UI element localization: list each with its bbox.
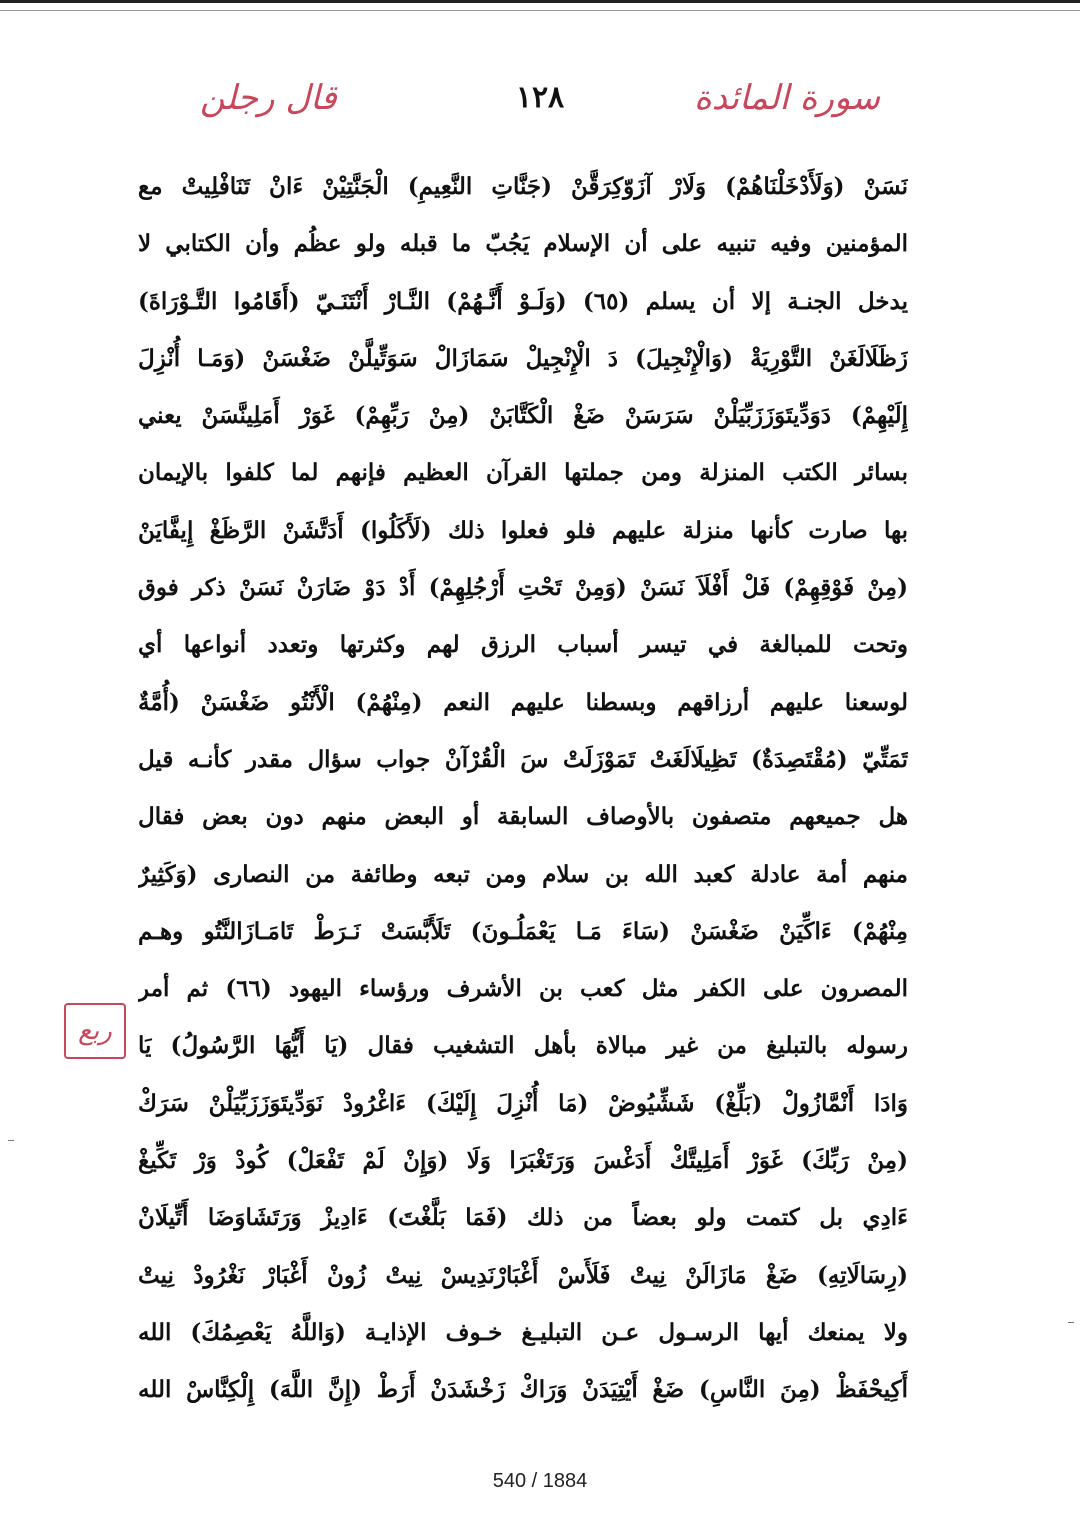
text-line: وَادَا أَنْمَّازُولْ (بَلِّغْ) شَشِّيُوضْ (مَا أُنْزِلَ إِلَيْكَ) ءَاغْرُودْ نَوَدِّيتَوَزَزَبِّيَلْنْ سَرَكْ xyxy=(138,1089,908,1117)
page-counter: 540 / 1884 xyxy=(492,1470,588,1492)
scan-edge-mark xyxy=(1068,1322,1074,1323)
text-line: وتحت للمبالغة في تيسر أسباب الرزق لهم وكثرتها وتعدد أنواعها أي xyxy=(138,631,908,659)
text-line: (مِنْ رَبِّكَ) غَوَرْ أَمَلِيتَّكْ أَدَغْسَ وَرَتَغْبَرَا وَلَا (وَإِنْ لَمْ تَفْعَلْ) كُودْ وَرْ تَكِّيغْ xyxy=(138,1147,908,1175)
page-header xyxy=(0,70,1080,140)
juz-handwritten-note: قال رجلن xyxy=(200,78,337,118)
text-line: مِنْهُمْ) ءَاكِّيَنْ ضَغْسَنْ (سَاءَ مَـا يَعْمَلُـونَ) تَلَأَبَّسَتْ نَـرَطْ تَامَـازَالنَّتُو وهـم xyxy=(138,917,908,945)
text-line: إِلَيْهِمْ) دَوَدِّيتَوَزَزَبِّيَلْنْ سَرَسَنْ ضَغْ الْكَتَّابَنْ (مِنْ رَبِّهِمْ) غَوَرْ أَمَلِينَّسَنْ يعني xyxy=(138,402,908,430)
text-line: (رِسَالَاتِهِ) ضَغْ مَازَالَنْ نِيتْ فَلَأَسْ أَغْبَارْنَدِيسْ نِيتْ زُونْ أَغْبَارْ نَغْرُودْ نِيتْ xyxy=(138,1261,908,1289)
text-line: بها صارت كأنها منزلة عليهم فلو فعلوا ذلك (لَأَكَلُوا) أَدَتَّشَنْ الرَّظَغْ إِيفَّايَنْ xyxy=(138,516,908,544)
text-line: تَمَتِّيّ (مُقْتَصِدَةٌ) تَظِيلَالَغَتْ تَمَوْزَلَتْ سَ الْقُرْآنْ جواب سؤال مقدر كأنـه قيل xyxy=(138,745,908,773)
scan-top-edge xyxy=(0,0,1080,3)
text-line: أَكِيحْفَظْ (مِنَ النَّاسِ) ضَغْ أَيْتِيَدَنْ وَرَاكْ زَخْشَدَنْ أَرَطْ (إِنَّ اللَّهَ) إِلْكِنَّاسْ الله xyxy=(138,1376,908,1404)
text-line: يدخل الجنـة إلا أن يسلم (٦٥) (وَلَـوْ أَنَّـهُمْ) النَّـارْ أَنْتَنَـيّ (أَقَامُوا التَّـوْرَاةَ) xyxy=(138,287,908,315)
text-line: المصرون على الكفر مثل كعب بن الأشرف ورؤساء اليهود (٦٦) ثم أمر xyxy=(138,975,908,1003)
tafsir-body-text xyxy=(138,158,908,1419)
text-line: (مِنْ فَوْقِهِمْ) فَلْ أَفْلَاَ نَسَنْ (وَمِنْ تَحْتِ أَرْجُلِهِمْ) أَدْ دَوْ ضَارَنْ نَسَنْ ذكر فوق xyxy=(138,574,908,602)
text-line: زَظَلَالَغَنْ التَّوْرِيَةْ (وَالْإِنْجِيلَ) دَ الْإِنْجِيلْ سَمَازَالْ سَوَتِّيلَّنْ ضَغْسَنْ (وَمَـا أُنْزِلَ xyxy=(138,344,908,372)
text-line: لوسعنا عليهم أرزاقهم وبسطنا عليهم النعم (مِنْهُمْ) الْأَنْتُو ضَغْسَنْ (أُمَّةٌ xyxy=(138,688,908,716)
scan-edge-mark xyxy=(8,1140,14,1141)
text-line: ءَادِي بل كتمت ولو بعضاً من ذلك (فَمَا بَلَّغْتَ) ءَادِيزْ وَرَتَشَاوَضَا أَتِّيلَانْ xyxy=(138,1204,908,1232)
page-number: ١٢٨ xyxy=(515,80,565,115)
text-line: رسوله بالتبليغ من غير مبالاة بأهل التشغيب فقال (يَا أَيُّهَا الرَّسُولُ) يَا xyxy=(138,1032,908,1060)
text-line: هل جميعهم متصفون بالأوصاف السابقة أو البعض منهم دون بعض فقال xyxy=(138,803,908,831)
text-line: منهم أمة عادلة كعبد الله بن سلام ومن تبعه وطائفة من النصارى (وَكَثِيرٌ xyxy=(138,860,908,888)
text-line: ولا يمنعك أيها الرسـول عـن التبليـغ خـوف الإذايـة (وَاللَّهُ يَعْصِمُكَ) الله xyxy=(138,1318,908,1346)
surah-handwritten-note: سورة المائدة xyxy=(693,78,880,118)
rub-margin-marker: ربع xyxy=(64,1003,126,1059)
text-line: المؤمنين وفيه تنبيه على أن الإسلام يَجُبّ ما قبله ولو عظُم وأن الكتابي لا xyxy=(138,230,908,258)
text-line: بسائر الكتب المنزلة ومن جملتها القرآن العظيم فإنهم لما كلفوا بالإيمان xyxy=(138,459,908,487)
text-line: نَسَنْ (وَلَأَدْخَلْنَاهُمْ) وَلَارْ آزَوّكِرَقَّنْ (جَنَّاتِ النَّعِيمِ) الْجَنَّتِيْنْ ءَانْ تَنَافْلِيتْ مع xyxy=(138,173,908,200)
scan-top-edge-shadow xyxy=(0,10,1080,11)
